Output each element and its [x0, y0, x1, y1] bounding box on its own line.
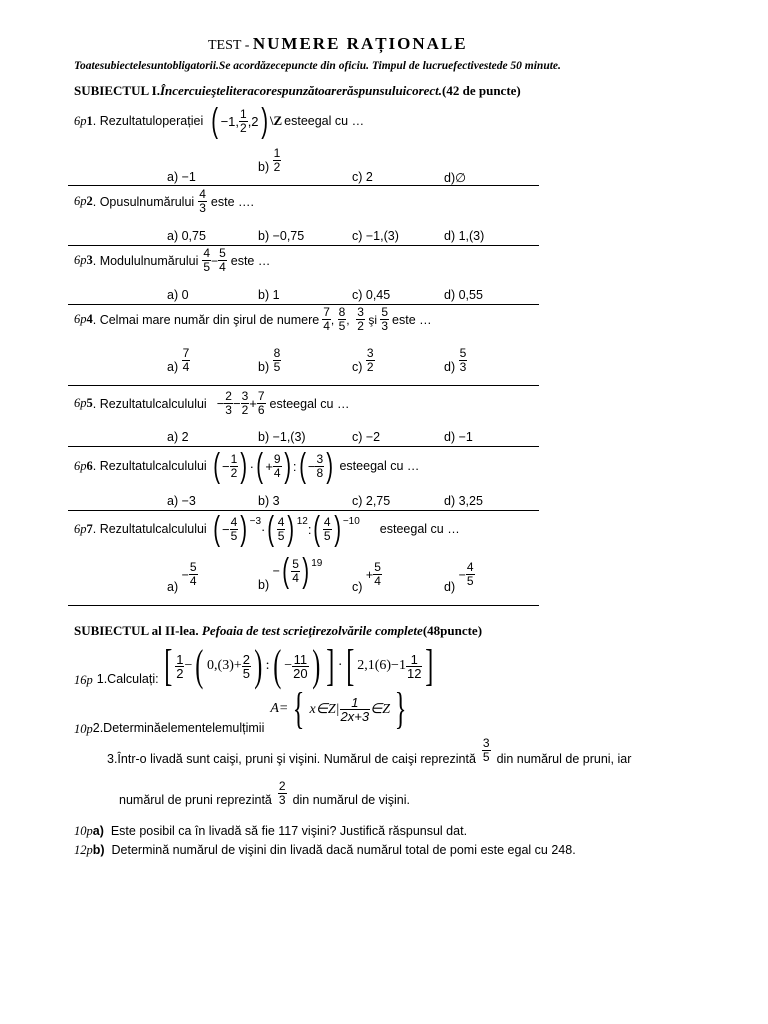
q5-expression: − $\frac{2}{3}$ − $\frac{3}{2}$ + $\frac{7}{6}$: [216, 389, 265, 417]
subject1-header: [74, 83, 521, 99]
s2-question-2: [74, 684, 411, 737]
q4-points: 6p: [74, 312, 87, 326]
q2-option-a[interactable]: a) 0,75: [167, 229, 206, 243]
divider: [68, 385, 539, 386]
q7-option-b[interactable]: b) − ( $\frac{5}{4}$ ) 19: [258, 552, 323, 592]
q5-option-d[interactable]: d) −1: [444, 430, 473, 444]
q2-text-after: este ….: [210, 194, 254, 209]
s2-q3-text-c: numărul de pruni reprezintă: [119, 792, 272, 807]
divider: [68, 185, 539, 186]
q7-option-a[interactable]: a) − $\frac{5}{4}$: [167, 560, 197, 594]
q6-number: 6: [86, 458, 93, 473]
question-1: [74, 104, 364, 138]
q7-option-c[interactable]: c) + $\frac{5}{4}$: [352, 560, 381, 594]
q4-option-b[interactable]: b) $\frac{8}{5}$: [258, 346, 281, 374]
q3-expression: $\frac{4}{5}$ − $\frac{5}{4}$: [203, 246, 226, 274]
q7-text-after: esteegal cu …: [379, 522, 460, 536]
s2-question-3: [107, 736, 632, 772]
q4-number: 4: [86, 312, 93, 326]
q6-points: 6p: [74, 458, 87, 473]
q7-expression: ( − $\frac{4}{5}$ ) −3 · ( $\frac{4}{5}$ ) 12 : ( $\frac{4}{5}$ ) −10: [212, 510, 360, 548]
subject1-points: (42 de puncte): [442, 83, 521, 98]
q4-option-d[interactable]: d) $\frac{5}{3}$: [444, 346, 467, 374]
s2-q3-text-b: din numărul de pruni, iar: [496, 751, 632, 766]
q6-option-b[interactable]: b) 3: [258, 494, 280, 508]
s2-q3b-text: Determină numărul de vişini din livadă dacă numărul total de pomi este egal cu 248.: [111, 843, 576, 857]
question-4: [74, 306, 432, 333]
s2-q3a-points: 10p: [74, 824, 93, 838]
q6-text-after: esteegal cu …: [339, 459, 420, 473]
subject1-label: SUBIECTUL I.: [74, 83, 160, 98]
q4-text-after: este …: [392, 312, 432, 327]
divider: [68, 245, 539, 246]
q5-text: . Rezultatulcalculului: [92, 396, 207, 411]
q4-option-c[interactable]: c) $\frac{3}{2}$: [352, 346, 374, 374]
q1-expression: ( −1, $\frac{1}{2}$ ,2 ) \Z: [211, 102, 283, 140]
q2-option-b[interactable]: b) −0,75: [258, 229, 305, 243]
q3-option-b[interactable]: b) 1: [258, 288, 280, 302]
instructions-note: Toatesubiectelesuntobligatorii.Se acordăzecepuncte din oficiu. Timpul de lucruefectivestede 50 minute.: [74, 60, 561, 72]
s2-question-3b: [74, 843, 576, 858]
q7-text: . Rezultatulcalculului: [92, 522, 207, 536]
q3-points: 6p: [74, 253, 87, 267]
title-main: NUMERE RAȚIONALE: [252, 34, 468, 53]
q2-option-c[interactable]: c) −1,(3): [352, 229, 399, 243]
subject1-instruction: Încercuieşteliteracorespunzătoarerăspunsuluicorect.: [159, 83, 443, 98]
divider: [68, 605, 539, 606]
q7-number: 7: [86, 521, 93, 536]
subject2-label: SUBIECTUL al II-lea.: [74, 623, 199, 638]
q6-option-a[interactable]: a) −3: [167, 494, 196, 508]
q3-text-after: este …: [230, 253, 271, 268]
divider: [68, 510, 539, 511]
q1-option-d[interactable]: d)∅: [444, 171, 467, 185]
question-7: [74, 512, 460, 546]
q6-text: . Rezultatulcalculului: [92, 459, 207, 473]
s2-q3b-label: b): [92, 843, 105, 857]
q6-expression: ( − $\frac{1}{2}$ ) · ( + $\frac{9}{4}$ ) : ( − $\frac{3}{8}$ ): [212, 447, 334, 485]
q5-points: 6p: [74, 396, 87, 410]
q4-expression: $\frac{7}{4}$ , $\frac{8}{5}$ , $\frac{3}{2}$ şi $\frac{5}{3}$: [323, 305, 389, 333]
s2-question-3a: [74, 824, 467, 839]
s2-q3-fraction-b: $\frac{2}{3}$: [278, 779, 286, 807]
q7-points: 6p: [74, 521, 87, 536]
q7-option-d[interactable]: d) − $\frac{4}{5}$: [444, 560, 474, 594]
s2-q2-expression: A= { x∈Z| $\frac{1}{2x+3}$ ∈Z }: [270, 684, 407, 733]
s2-q3b-points: 12p: [74, 843, 93, 857]
q3-option-d[interactable]: d) 0,55: [444, 288, 483, 302]
q2-points: 6p: [74, 194, 87, 208]
q3-option-c[interactable]: c) 0,45: [352, 288, 391, 302]
q5-text-after: esteegal cu …: [269, 396, 350, 411]
q2-number: 2: [86, 194, 93, 208]
s2-q3-fraction-a: $\frac{3}{5}$: [482, 736, 490, 764]
s2-q1-text: 1.Calculați:: [96, 672, 159, 686]
q5-option-b[interactable]: b) −1,(3): [258, 430, 306, 444]
q1-text: . Rezultatuloperației: [92, 114, 204, 128]
s2-q1-points: 16p: [74, 673, 93, 687]
q6-option-d[interactable]: d) 3,25: [444, 494, 483, 508]
q4-text: . Celmai mare număr din şirul de numere: [92, 312, 320, 327]
s2-q3-text-d: din numărul de vişini.: [292, 792, 410, 807]
question-5: [74, 390, 349, 417]
s2-q3a-label: a): [92, 824, 104, 838]
s2-q3-text-a: 3.Într-o livadă sunt caişi, pruni şi vişini. Numărul de caişi reprezintă: [107, 751, 476, 766]
s2-q2-points: 10p: [74, 722, 93, 736]
s2-question-3-line2: [119, 779, 410, 813]
question-6: [74, 449, 419, 483]
test-title: [208, 34, 468, 54]
s2-question-1: [74, 641, 437, 690]
q1-points: 6p: [74, 113, 87, 128]
q2-fraction: $\frac{4}{3}$: [199, 187, 206, 215]
q5-option-c[interactable]: c) −2: [352, 430, 381, 444]
q5-number: 5: [86, 396, 93, 410]
s2-q1-expression: [ $\frac{1}{2}$ − ( 0,(3)+ $\frac{2}{5}$ ) : ( − $\frac{11}{20}$ ) ] · [ 2,1(6)−1 $\frac{1}{12}$ ]: [163, 641, 434, 690]
q1-option-c[interactable]: c) 2: [352, 170, 373, 184]
q4-option-a[interactable]: a) $\frac{7}{4}$: [167, 346, 190, 374]
q3-number: 3: [86, 253, 93, 267]
q6-option-c[interactable]: c) 2,75: [352, 494, 391, 508]
subject2-points: (48puncte): [422, 623, 483, 638]
subject2-header: [74, 623, 482, 639]
q1-number: 1: [86, 113, 93, 128]
q3-text: . Modululnumărului: [92, 253, 199, 268]
divider: [68, 304, 539, 305]
q5-option-a[interactable]: a) 2: [167, 430, 189, 444]
s2-q3a-text: Este posibil ca în livadă să fie 117 vişini? Justifică răspunsul dat.: [110, 824, 468, 838]
q2-option-d[interactable]: d) 1,(3): [444, 229, 485, 243]
q3-option-a[interactable]: a) 0: [167, 288, 189, 302]
s2-q2-text: 2.Determinăelementelemulțimii: [92, 721, 265, 735]
q1-option-a[interactable]: a) −1: [167, 170, 196, 184]
question-3: [74, 247, 270, 274]
q1-option-b[interactable]: b) $\frac{1}{2}$: [258, 146, 281, 174]
q1-text-after: esteegal cu …: [284, 114, 365, 128]
q2-text: . Opusulnumărului: [92, 194, 195, 209]
subject2-instruction: Pefoaia de test scrieţirezolvările complete: [201, 623, 423, 638]
question-2: [74, 188, 254, 215]
title-prefix: TEST -: [208, 38, 250, 53]
